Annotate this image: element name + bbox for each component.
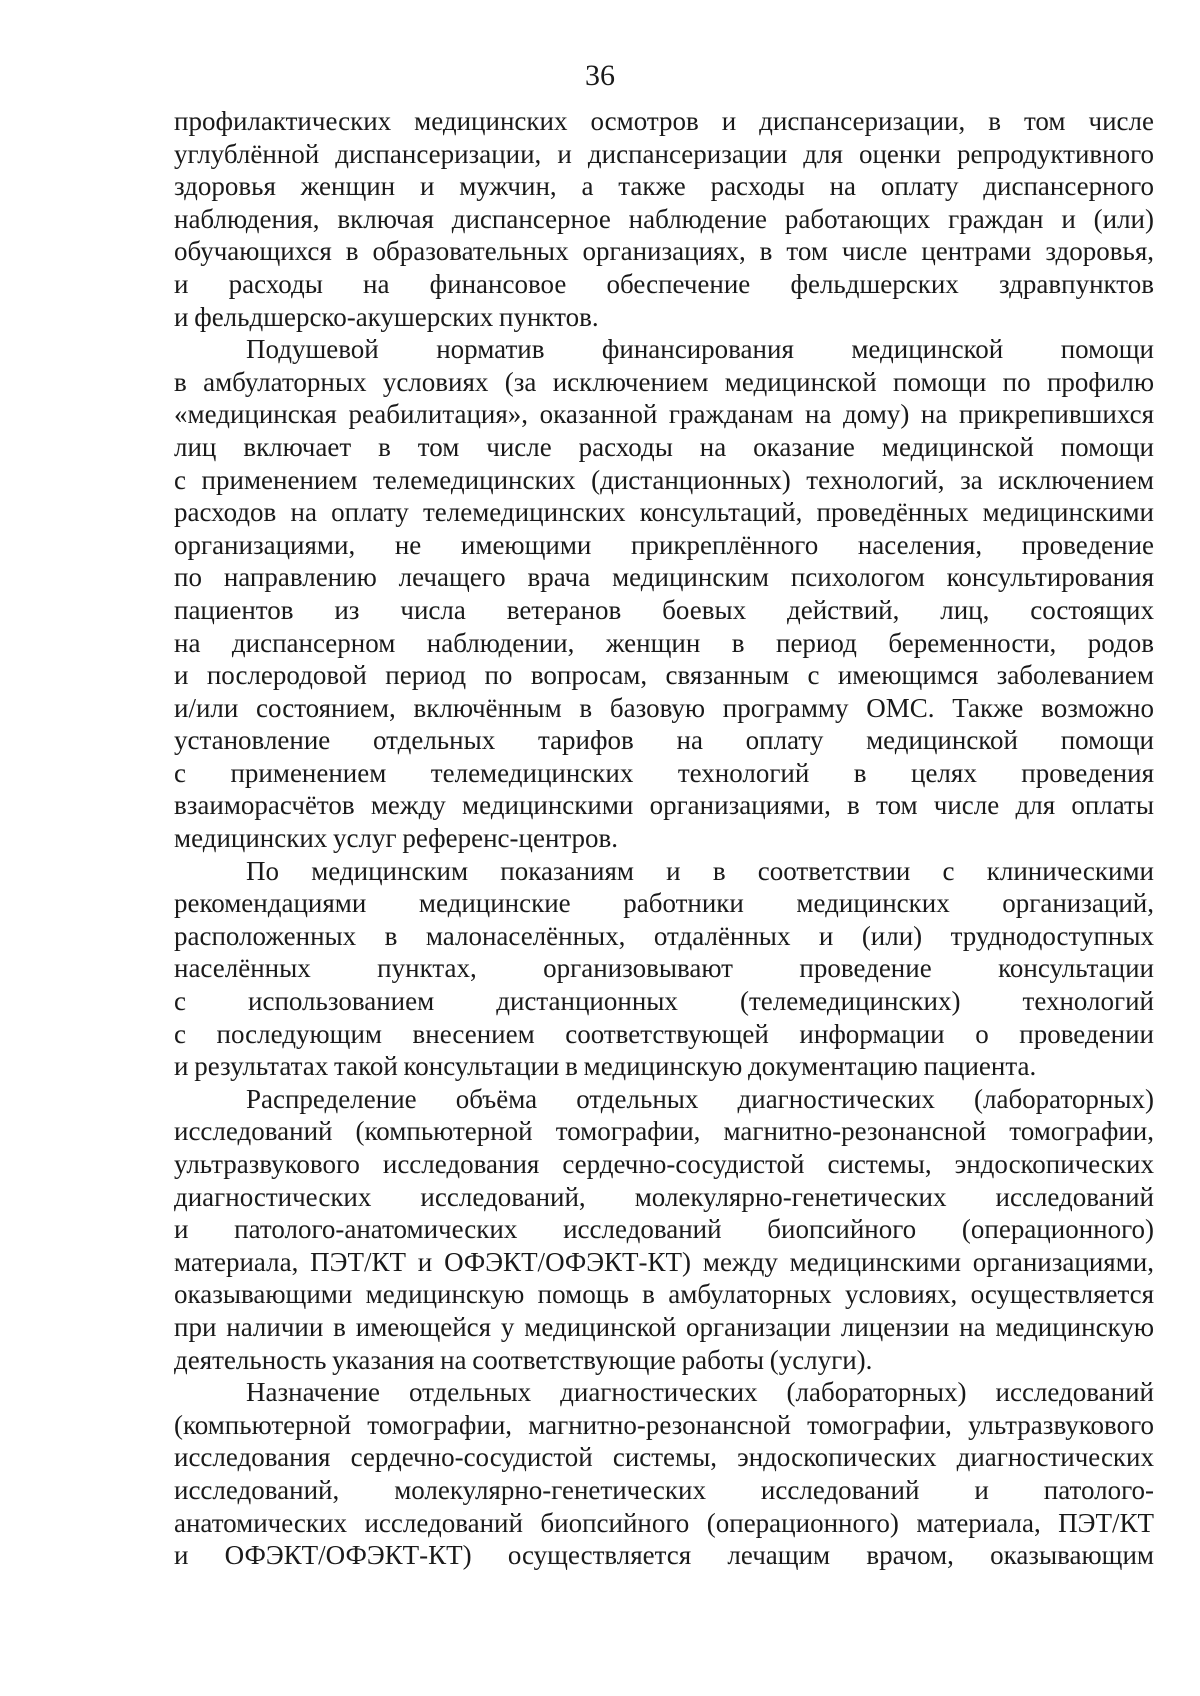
- text-line: расходов на оплату телемедицинских консультаций, проведённых медицинскими: [174, 497, 1154, 528]
- text-line: по направлению лечащего врача медицинским психологом консультирования: [174, 562, 1154, 593]
- text-line: при наличии в имеющейся у медицинской организации лицензии на медицинскую: [174, 1311, 1154, 1342]
- paragraph: [174, 1376, 1154, 1572]
- text-line: исследований, молекулярно-генетических исследований и патолого-: [174, 1474, 1154, 1505]
- text-line: и/или состоянием, включённым в базовую программу ОМС. Также возможно: [174, 692, 1154, 723]
- text-line: обучающихся в образовательных организациях, в том числе центрами здоровья,: [174, 236, 1154, 267]
- text-line: установление отдельных тарифов на оплату медицинской помощи: [174, 725, 1154, 756]
- text-line: и послеродовой период по вопросам, связанным с имеющимся заболеванием: [174, 660, 1154, 691]
- text-line: диагностических исследований, молекулярно-генетических исследований: [174, 1181, 1154, 1212]
- text-line: ультразвукового исследования сердечно-сосудистой системы, эндоскопических: [174, 1149, 1154, 1179]
- text-line: и расходы на финансовое обеспечение фельдшерских здравпунктов: [174, 268, 1154, 299]
- text-line: По медицинским показаниям и в соответствии с клиническими: [246, 855, 1154, 886]
- text-line: материала, ПЭТ/КТ и ОФЭКТ/ОФЭКТ-КТ) между медицинскими организациями,: [174, 1246, 1154, 1277]
- text-line: расположенных в малонаселённых, отдалённых и (или) труднодоступных: [174, 920, 1154, 951]
- text-line: в амбулаторных условиях (за исключением медицинской помощи по профилю: [174, 366, 1154, 397]
- text-line: оказывающими медицинскую помощь в амбулаторных условиях, осуществляется: [174, 1279, 1154, 1310]
- text-line: медицинских услуг референс-центров.: [174, 823, 619, 854]
- text-line: рекомендациями медицинские работники медицинских организаций,: [174, 888, 1154, 919]
- text-line: с использованием дистанционных (телемедицинских) технологий: [174, 986, 1154, 1017]
- text-line: наблюдения, включая диспансерное наблюдение работающих граждан и (или): [174, 203, 1154, 234]
- paragraph: [174, 1083, 1154, 1376]
- text-line: Распределение объёма отдельных диагностических (лабораторных): [246, 1083, 1154, 1114]
- text-line: «медицинская реабилитация», оказанной гражданам на дому) на прикрепившихся: [174, 399, 1154, 430]
- text-line: и патолого-анатомических исследований биопсийного (операционного): [174, 1214, 1154, 1245]
- text-line: (компьютерной томографии, магнитно-резонансной томографии, ультразвукового: [174, 1409, 1154, 1440]
- text-line: анатомических исследований биопсийного (операционного) материала, ПЭТ/КТ: [174, 1507, 1154, 1538]
- text-line: здоровья женщин и мужчин, а также расходы на оплату диспансерного: [174, 171, 1154, 202]
- paragraph: [174, 333, 1154, 855]
- text-line: с последующим внесением соответствующей информации о проведении: [174, 1018, 1154, 1049]
- text-line: углублённой диспансеризации, и диспансеризации для оценки репродуктивного: [174, 138, 1154, 169]
- text-line: пациентов из числа ветеранов боевых действий, лиц, состоящих: [174, 594, 1154, 625]
- text-line: населённых пунктах, организовывают проведение консультации: [174, 953, 1154, 984]
- text-line: и фельдшерско-акушерских пунктов.: [174, 301, 599, 332]
- text-line: профилактических медицинских осмотров и диспансеризации, в том числе: [174, 106, 1154, 136]
- document-body: [174, 105, 1154, 1572]
- text-line: и ОФЭКТ/ОФЭКТ-КТ) осуществляется лечащим врачом, оказывающим: [174, 1540, 1154, 1571]
- paragraph: [174, 855, 1154, 1083]
- text-line: на диспансерном наблюдении, женщин в период беременности, родов: [174, 627, 1154, 658]
- paragraph: [174, 105, 1154, 333]
- text-line: взаиморасчётов между медицинскими организациями, в том числе для оплаты: [174, 790, 1154, 821]
- text-line: Назначение отдельных диагностических (лабораторных) исследований: [246, 1377, 1154, 1408]
- text-line: исследований (компьютерной томографии, магнитно-резонансной томографии,: [174, 1116, 1154, 1147]
- text-line: исследования сердечно-сосудистой системы, эндоскопических диагностических: [174, 1442, 1154, 1473]
- text-line: и результатах такой консультации в медицинскую документацию пациента.: [174, 1051, 1037, 1082]
- page-number: 36: [585, 59, 615, 92]
- text-line: с применением телемедицинских (дистанционных) технологий, за исключением: [174, 464, 1154, 495]
- text-line: деятельность указания на соответствующие работы (услуги).: [174, 1344, 873, 1375]
- text-line: Подушевой норматив финансирования медицинской помощи: [246, 334, 1154, 365]
- text-line: организациями, не имеющими прикреплённого населения, проведение: [174, 529, 1154, 560]
- text-line: лиц включает в том числе расходы на оказание медицинской помощи: [174, 431, 1154, 462]
- text-line: с применением телемедицинских технологий в целях проведения: [174, 757, 1154, 788]
